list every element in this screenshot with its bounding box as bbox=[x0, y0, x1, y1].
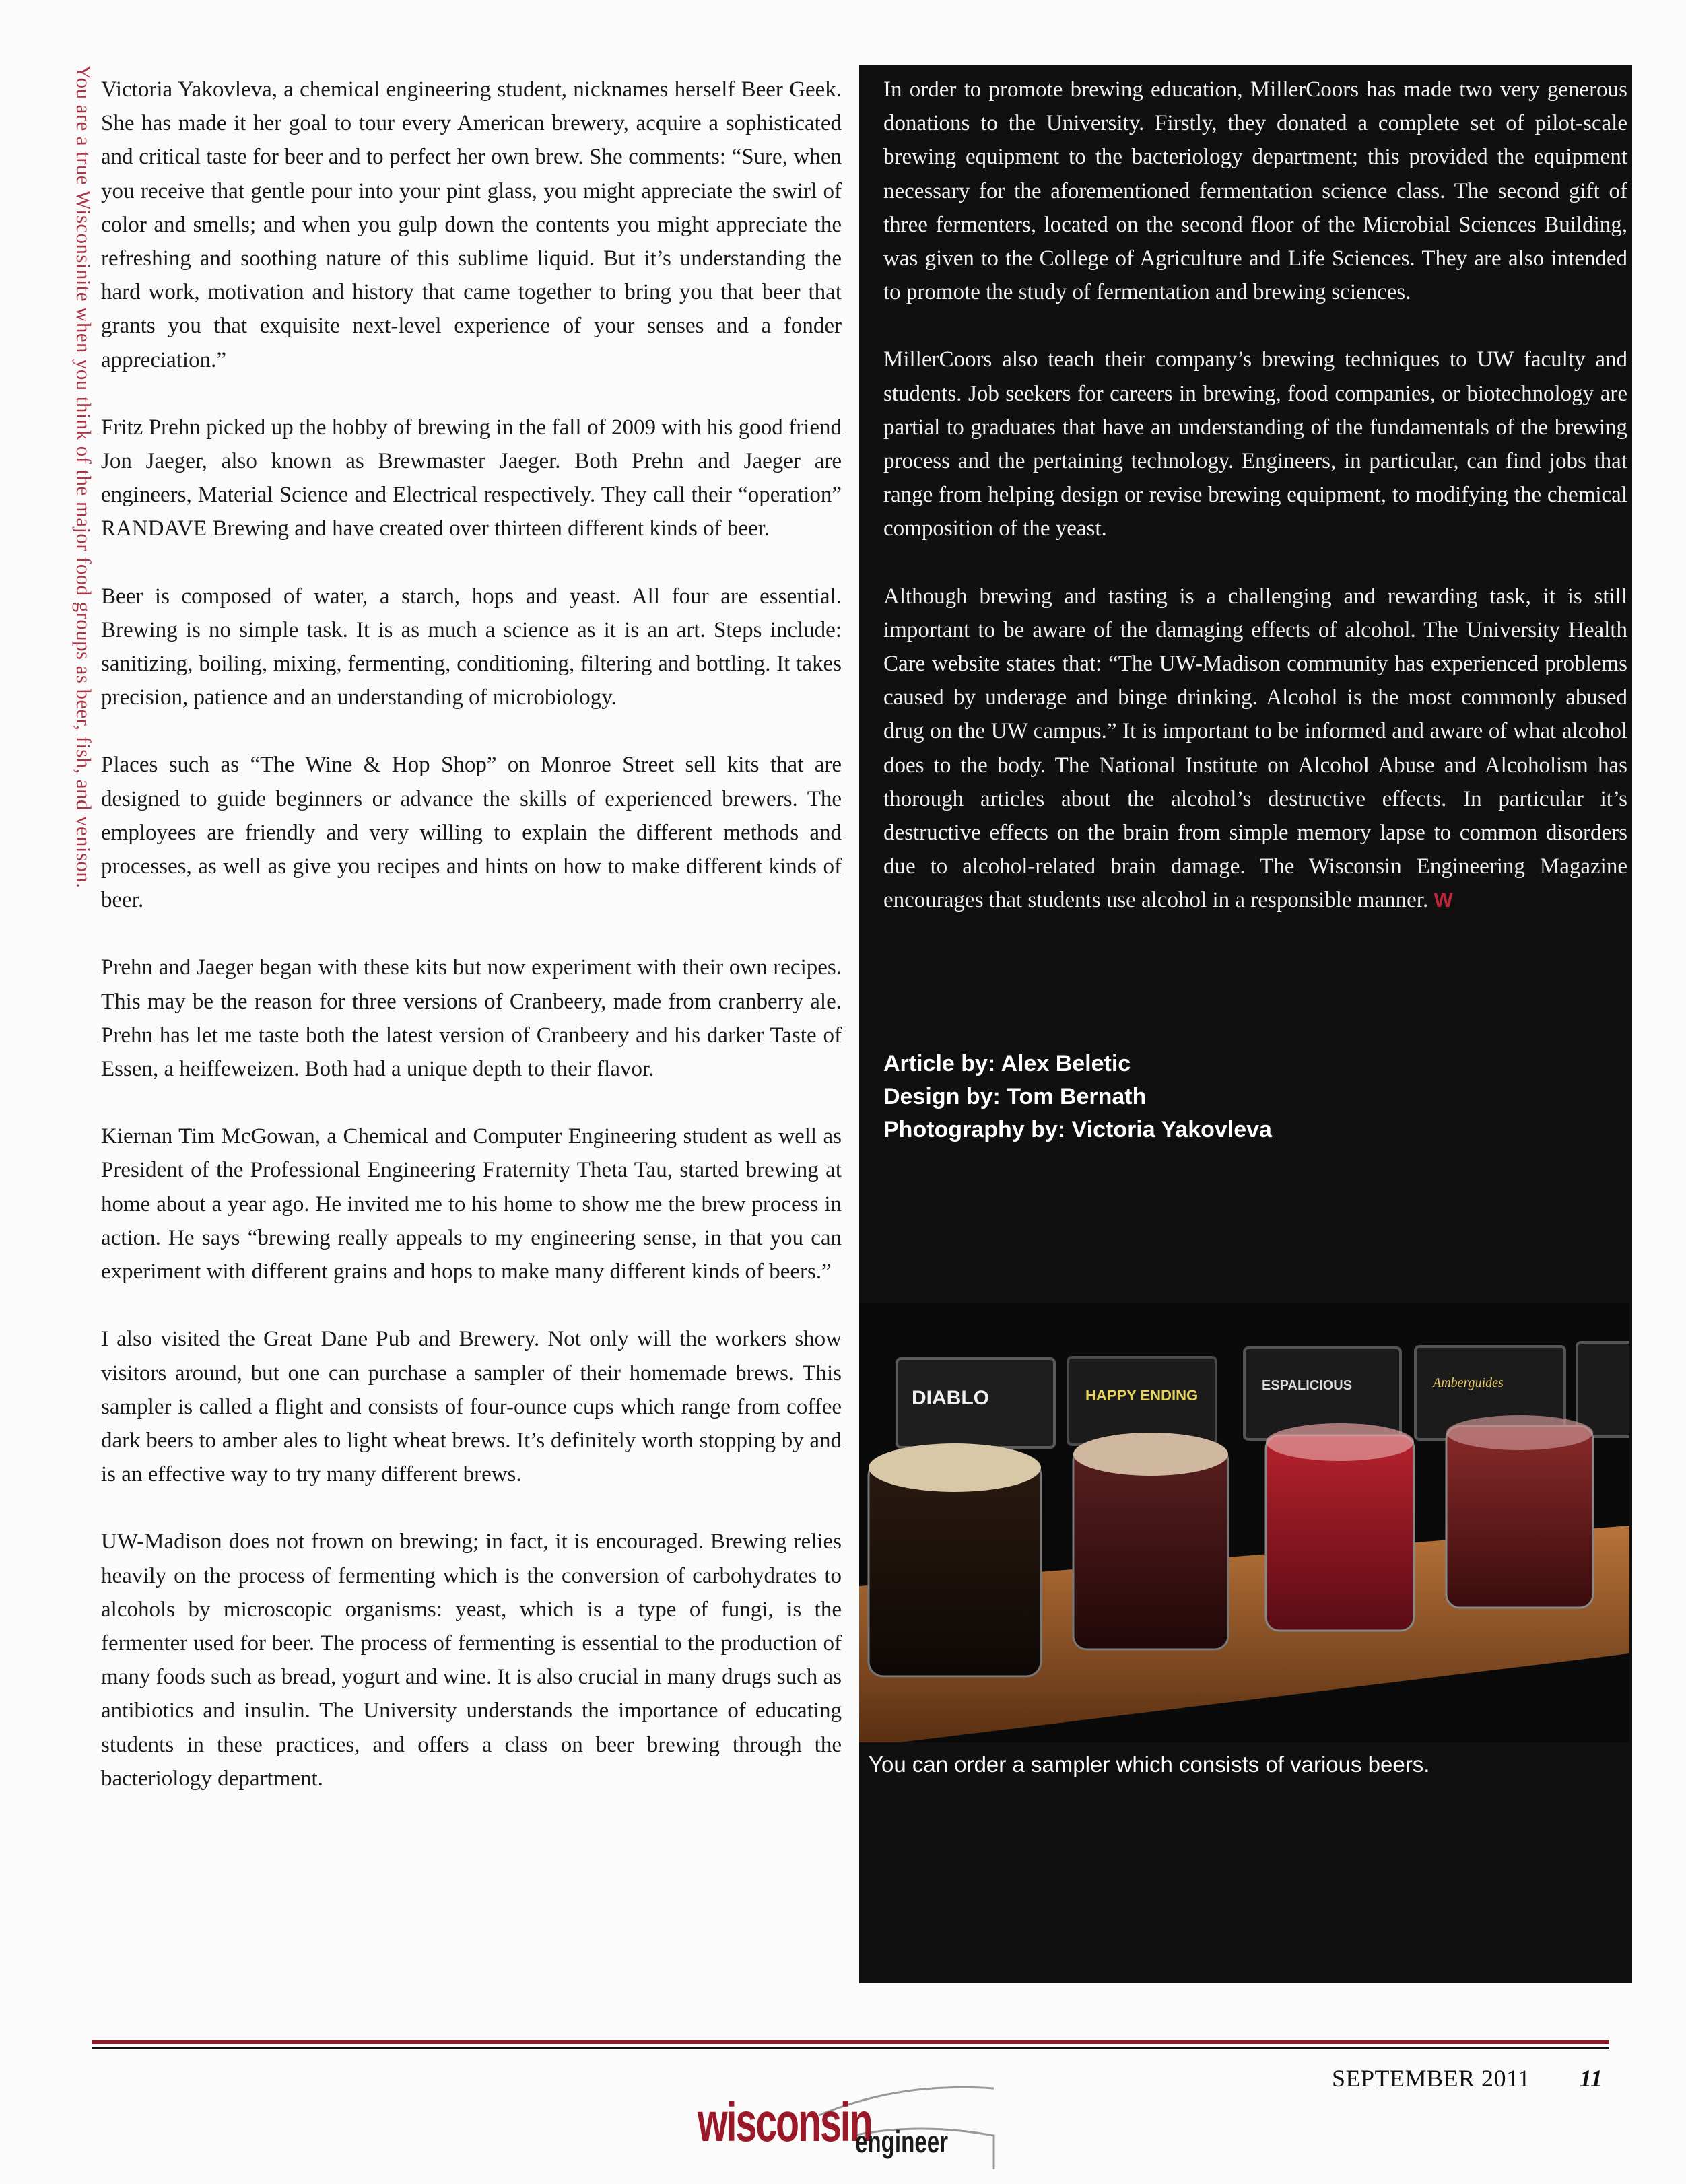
credits bbox=[883, 1048, 1489, 1147]
paragraph: Beer is composed of water, a starch, hops and yeast. All four are essential. Brewing is no simple task. It is as much a science as it is an art. Steps include: sanitizing, boiling, mixing, fermenting, conditioning, filtering and bottling. It takes precision, patience and an understanding of microbiology. bbox=[101, 584, 842, 710]
glass bbox=[1266, 1423, 1414, 1631]
glass bbox=[869, 1443, 1041, 1676]
side-pull-quote: You are a true Wisconsinite when you think of the major food groups as beer, fish, and venison. bbox=[72, 65, 96, 889]
right-column bbox=[883, 73, 1627, 952]
paragraph-text: Although brewing and tasting is a challenging and rewarding task, it is still important to be aware of the damaging effects of alcohol. The University Health Care website states that: “The UW-Madison community has experienced problems caused by underage and binge drinking. Alcohol is the most commonly abused drug on the UW campus.” It is important to be informed and aware of what alcohol does to the body. The National Institute on Alcohol Abuse and Alcoholism has thorough articles about the alcohol’s destructive effects. In particular it’s destructive effects on the brain from simple memory lapse to common disorders due to alcohol-related brain damage. The Wisconsin Engineering Magazine encourages that students use alcohol in a responsible manner. bbox=[883, 584, 1627, 913]
glass bbox=[1446, 1415, 1593, 1608]
sign-text: HAPPY ENDING bbox=[1085, 1387, 1199, 1404]
article-credit: Article by: Alex Beletic bbox=[883, 1051, 1131, 1077]
photo-credit: Photography by: Victoria Yakovleva bbox=[883, 1117, 1272, 1142]
magazine-logo bbox=[698, 2068, 1007, 2169]
issue-date: SEPTEMBER 2011 bbox=[1332, 2065, 1530, 2092]
glass bbox=[1073, 1433, 1228, 1649]
paragraph: Fritz Prehn picked up the hobby of brewing in the fall of 2009 with his good friend Jon Jaeger, also known as Brewmaster Jaeger. Both Prehn and Jaeger are engineers, Material Science and Electrical respectively. They call their “operation” RANDAVE Brewing and have created over thirteen different kinds of beer. bbox=[101, 415, 842, 541]
design-credit: Design by: Tom Bernath bbox=[883, 1084, 1147, 1110]
paragraph: Places such as “The Wine & Hop Shop” on Monroe Street sell kits that are designed to guide beginners or advance the skills of experienced brewers. The employees are friendly and very willing to explain the different methods and processes, as well as give you recipes and hints on how to make different kinds of beer. bbox=[101, 753, 842, 913]
paragraph: Prehn and Jaeger began with these kits but now experiment with their own recipes. This may be the reason for three versions of Cranbeery, made from cranberry ale. Prehn has let me taste both the latest version of Cranbeery and his darker Taste of Essen, a heiffeweizen. Both had a unique depth to their flavor. bbox=[101, 955, 842, 1082]
logo-wordmark: wisconsin bbox=[698, 2092, 872, 2153]
sign-text: DIABLO bbox=[912, 1387, 989, 1409]
paragraph: I also visited the Great Dane Pub and Brewery. Not only will the workers show visitors around, but one can purchase a sampler of their homemade brews. This sampler is called a flight and consists of four-ounce cups which range from coffee dark beers to amber ales to light wheat brews. It’s definitely worth stopping by and is an effective way to try many different brews. bbox=[101, 1327, 842, 1487]
footer-rule bbox=[92, 2047, 1609, 2049]
photo-caption: You can order a sampler which consists of various beers. bbox=[869, 1752, 1430, 1777]
paragraph: MillerCoors also teach their company’s brewing techniques to UW faculty and students. Job seekers for careers in brewing, food companies, or biotechnology are partial to graduates that have an understanding of the fundamentals of the brewing process and the pertaining technology. Engineers, in particular, can find jobs that range from helping design or revise brewing equipment, to modifying the chemical composition of the yeast. bbox=[883, 347, 1627, 541]
logo-subtitle: engineer bbox=[855, 2124, 949, 2159]
footer-rule bbox=[92, 2040, 1609, 2044]
paragraph: In order to promote brewing education, MillerCoors has made two very generous donations to the University. Firstly, they donated a complete set of pilot-scale brewing equipment to the bacteriology department; this provided the equipment necessary for the aforementioned fermentation science class. The second gift of three fermenters, located on the second floor of the Microbial Sciences Building, was given to the College of Agriculture and Life Sciences. They are also intended to promote the study of fermentation and brewing sciences. bbox=[883, 77, 1627, 305]
paragraph: Kiernan Tim McGowan, a Chemical and Computer Engineering student as well as President of the Professional Engineering Fraternity Theta Tau, started brewing at home about a year ago. He invited me to his home to show me the brew process in action. He says “brewing really appeals to my engineering sense, in that you can experiment with different grains and hops to make many different kinds of beers.” bbox=[101, 1124, 842, 1285]
paragraph: UW-Madison does not frown on brewing; in fact, it is encouraged. Brewing relies heavily on the process of fermenting which is the conversion of carbohydrates to alcohols by microscopic organisms: yeast, which is a type of fungi, is the fermenter used for beer. The process of fermenting is essential to the production of many foods such as bread, yogurt and wine. It is also crucial in many drugs such as antibiotics and insulin. The University understands the importance of educating students in these practices, and offers a class on beer brewing through the bacteriology department. bbox=[101, 1530, 842, 1791]
beer-flight-illustration bbox=[859, 1303, 1629, 1742]
page-number: 11 bbox=[1580, 2065, 1603, 2092]
beer-sampler-photo bbox=[859, 1303, 1629, 1742]
paragraph: Victoria Yakovleva, a chemical engineering student, nicknames herself Beer Geek. She has made it her goal to tour every American brewery, acquire a sophisticated and critical taste for beer and to perfect her own brew. She comments: “Sure, when you receive that gentle pour into your pint glass, you might appreciate the swirl of color and smells; and when you gulp down the contents you might appreciate the refreshing and soothing nature of this sublime liquid. But it’s understanding the hard work, motivation and history that came together to bring you that beer that grants you that exquisite next-level experience of your senses and a fonder appreciation.” bbox=[101, 77, 842, 372]
sign-text: ESPALICIOUS bbox=[1262, 1378, 1353, 1393]
sign-board bbox=[1577, 1342, 1629, 1437]
sign-text: Amberguides bbox=[1433, 1375, 1504, 1390]
left-column bbox=[101, 73, 842, 1829]
paragraph bbox=[883, 580, 1627, 918]
end-mark-icon: W bbox=[1434, 889, 1453, 912]
